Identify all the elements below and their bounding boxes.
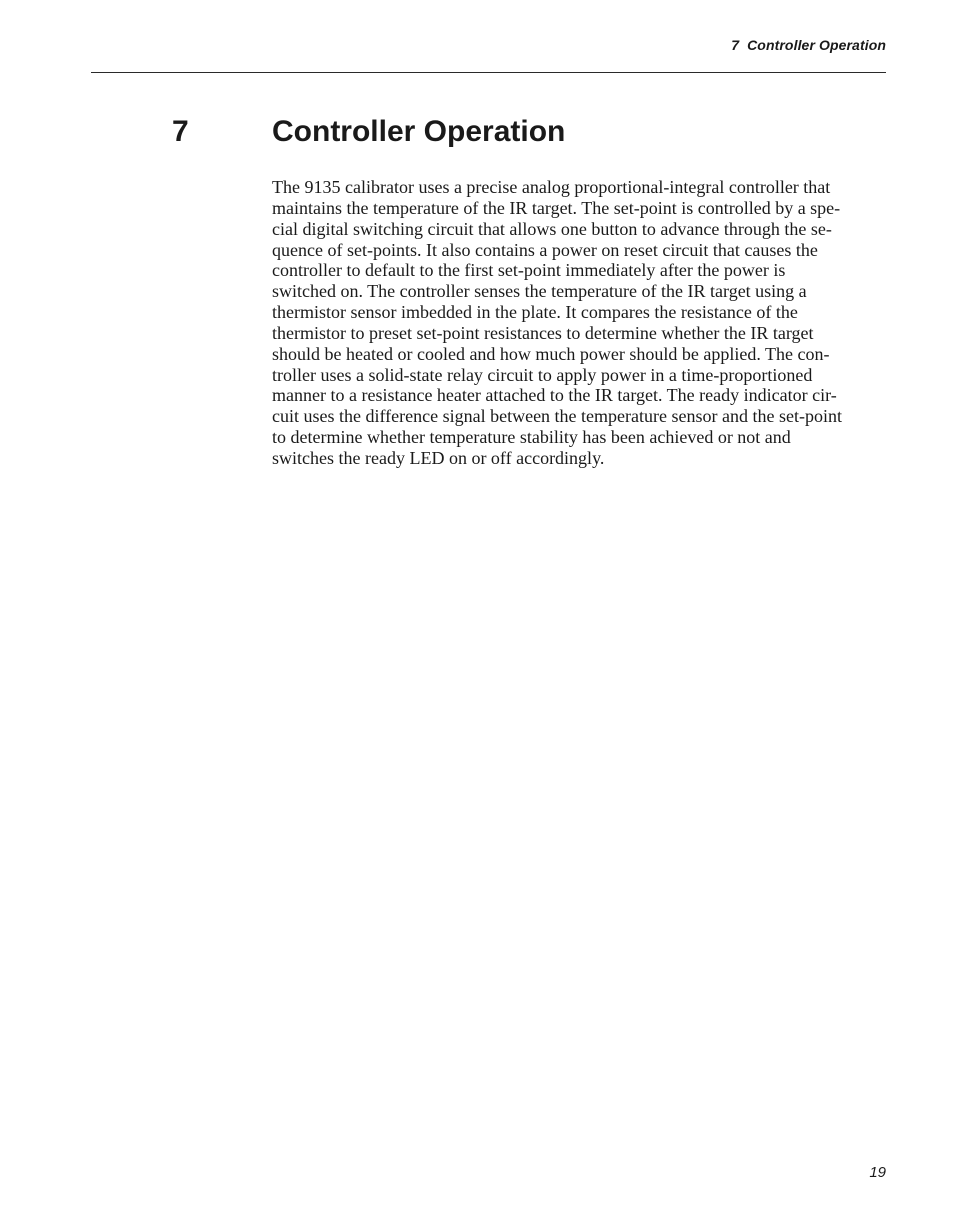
body-line: switched on. The controller senses the temperature of the IR target using a	[272, 281, 807, 302]
page-number: 19	[869, 1164, 886, 1181]
body-line: thermistor sensor imbedded in the plate. It compares the resistance of the	[272, 302, 798, 323]
body-line: quence of set-points. It also contains a power on reset circuit that causes the	[272, 239, 818, 260]
body-line: switches the ready LED on or off accordingly.	[272, 447, 605, 468]
body-line: cuit uses the difference signal between the temperature sensor and the set-point	[272, 406, 842, 427]
body-line: troller uses a solid-state relay circuit to apply power in a time-proportioned	[272, 364, 813, 385]
body-line: to determine whether temperature stability has been achieved or not and	[272, 427, 791, 448]
body-line: maintains the temperature of the IR target. The set-point is controlled by a spe-	[272, 197, 841, 218]
body-line: manner to a resistance heater attached to the IR target. The ready indicator cir-	[272, 385, 837, 406]
header-divider	[91, 72, 886, 73]
chapter-title: Controller Operation	[272, 115, 566, 148]
running-header: 7 Controller Operation	[731, 37, 886, 53]
body-line: controller to default to the first set-point immediately after the power is	[272, 260, 786, 281]
body-paragraph	[272, 177, 886, 469]
body-line: The 9135 calibrator uses a precise analog proportional-integral controller that	[272, 177, 831, 197]
body-line: thermistor to preset set-point resistances to determine whether the IR target	[272, 322, 814, 343]
chapter-number: 7	[172, 115, 189, 148]
body-line: cial digital switching circuit that allows one button to advance through the se-	[272, 218, 832, 239]
body-line: should be heated or cooled and how much power should be applied. The con-	[272, 343, 830, 364]
